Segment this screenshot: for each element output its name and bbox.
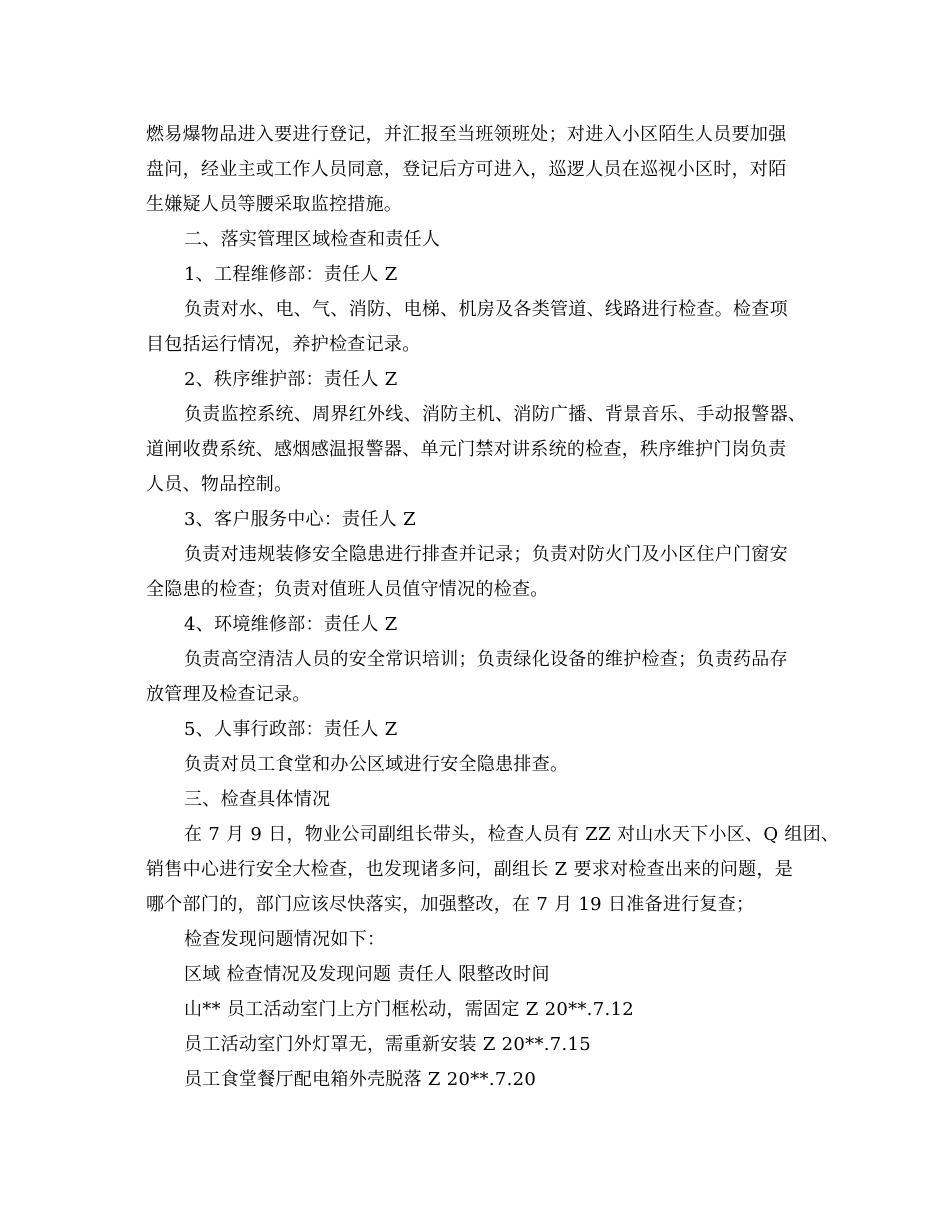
- text-line: 目包括运行情况，养护检查记录。: [146, 334, 421, 355]
- text-line: 员工活动室门外灯罩无，需重新安装 Z 20**.7.15: [184, 1034, 592, 1055]
- text-line: 道闸收费系统、感烟感温报警器、单元门禁对讲系统的检查，秩序维护门岗负责: [146, 439, 787, 460]
- text-line: 在 7 月 9 日，物业公司副组长带头，检查人员有 ZZ 对山水天下小区、Q 组团、: [184, 824, 840, 845]
- text-line: 5、人事行政部：责任人 Z: [184, 719, 398, 740]
- text-line: 放管理及检查记录。: [146, 684, 311, 705]
- text-line: 区域 检查情况及发现问题 责任人 限整改时间: [184, 964, 550, 985]
- text-line: 负责对员工食堂和办公区域进行安全隐患排查。: [184, 754, 569, 775]
- text-line: 4、环境维修部：责任人 Z: [184, 614, 398, 635]
- text-line: 2、秩序维护部：责任人 Z: [184, 369, 398, 390]
- text-line: 负责监控系统、周界红外线、消防主机、消防广播、背景音乐、手动报警器、: [184, 404, 807, 425]
- text-line: 员工食堂餐厅配电箱外壳脱落 Z 20**.7.20: [184, 1069, 537, 1090]
- text-line: 三、检查具体情况: [184, 789, 331, 810]
- text-line: 负责高空清洁人员的安全常识培训；负责绿化设备的维护检查；负责药品存: [184, 649, 788, 670]
- document-body: [146, 117, 840, 1097]
- text-line: 1、工程维修部：责任人 Z: [184, 264, 398, 285]
- text-line: 销售中心进行安全大检查，也发现诸多问，副组长 Z 要求对检查出来的问题，是: [146, 859, 794, 880]
- text-line: 负责对水、电、气、消防、电梯、机房及各类管道、线路进行检查。检查项: [184, 299, 788, 320]
- text-line: 人员、物品控制。: [146, 474, 293, 495]
- text-line: 检查发现问题情况如下：: [184, 929, 386, 950]
- text-line: 全隐患的检查；负责对值班人员值守情况的检查。: [146, 579, 549, 600]
- text-line: 二、落实管理区域检查和责任人: [184, 229, 441, 250]
- text-line: 负责对违规装修安全隐患进行排查并记录；负责对防火门及小区住户门窗安: [184, 544, 788, 565]
- text-line: 盘问，经业主或工作人员同意，登记后方可进入，巡逻人员在巡视小区时，对陌: [146, 159, 787, 180]
- text-line: 山** 员工活动室门上方门框松动，需固定 Z 20**.7.12: [184, 999, 634, 1020]
- text-line: 哪个部门的，部门应该尽快落实，加强整改，在 7 月 19 日准备进行复查；: [146, 894, 755, 915]
- text-line: 生嫌疑人员等腰采取监控措施。: [146, 194, 403, 215]
- text-line: 3、客户服务中心：责任人 Z: [184, 509, 416, 530]
- text-line: 燃易爆物品进入要进行登记，并汇报至当班领班处；对进入小区陌生人员要加强: [146, 124, 787, 145]
